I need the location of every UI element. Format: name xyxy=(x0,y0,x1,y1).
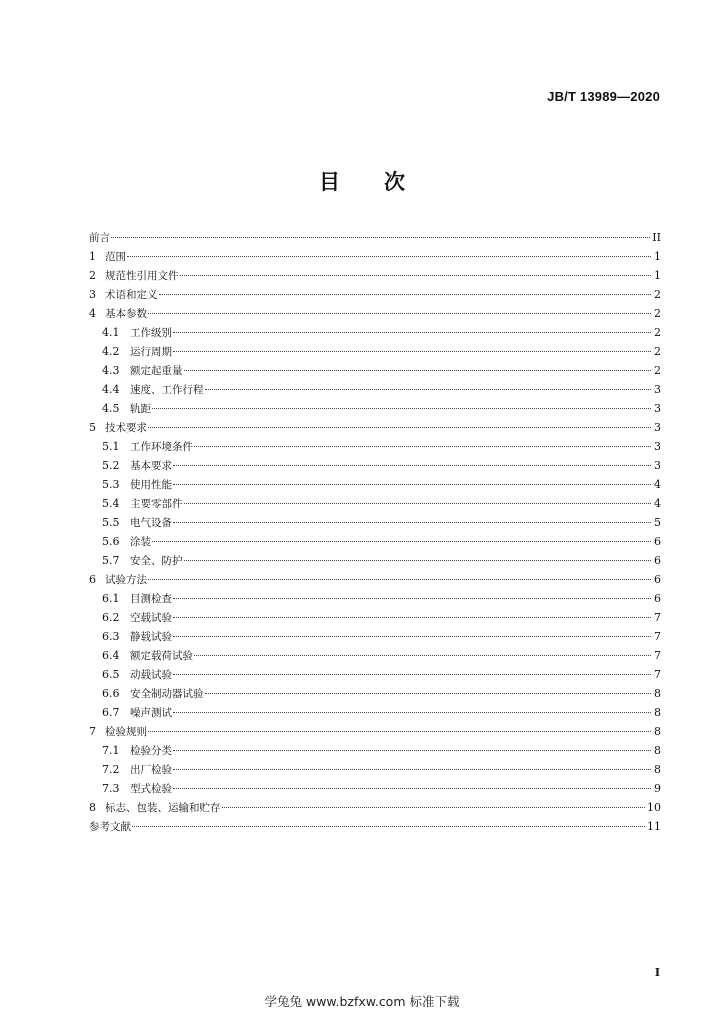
toc-entry-page: 8 xyxy=(654,725,661,738)
toc-entry[interactable] xyxy=(89,247,661,266)
toc-entry-page: II xyxy=(652,231,661,244)
toc-entry[interactable] xyxy=(89,513,661,532)
toc-entry-label: 安全、防护 xyxy=(130,555,183,567)
toc-entry-number: 6.6 xyxy=(102,687,120,700)
dot-leader xyxy=(173,674,651,675)
toc-entry[interactable] xyxy=(89,779,661,798)
toc-entry-number: 6.1 xyxy=(102,592,120,605)
toc-entry[interactable] xyxy=(89,684,661,703)
toc-entry[interactable] xyxy=(89,266,661,285)
toc-entry-label: 工作环境条件 xyxy=(130,441,193,453)
toc-entry-page: 5 xyxy=(654,516,661,529)
toc-entry[interactable] xyxy=(89,741,661,760)
toc-entry-label: 涂装 xyxy=(130,536,151,548)
toc-entry-page: 8 xyxy=(654,687,661,700)
toc-entry-page: 3 xyxy=(654,440,661,453)
dot-leader xyxy=(132,826,645,827)
toc-entry-label: 参考文献 xyxy=(89,821,131,833)
toc-entry[interactable] xyxy=(89,760,661,779)
dot-leader xyxy=(159,294,652,295)
dot-leader xyxy=(205,389,652,390)
toc-entry-label: 速度、工作行程 xyxy=(130,384,204,396)
dot-leader xyxy=(222,807,646,808)
toc-entry-number: 6.7 xyxy=(102,706,120,719)
toc-entry-label: 目测检查 xyxy=(130,593,172,605)
toc-entry[interactable] xyxy=(89,361,661,380)
toc-entry-number: 7.1 xyxy=(102,744,120,757)
toc-entry-page: 3 xyxy=(654,383,661,396)
dot-leader xyxy=(173,351,651,352)
toc-entry[interactable] xyxy=(89,228,661,247)
toc-entry-label: 术语和定义 xyxy=(105,289,158,301)
toc-entry-number: 4.1 xyxy=(102,326,120,339)
toc-entry-label: 型式检验 xyxy=(130,783,172,795)
toc-entry-page: 7 xyxy=(654,611,661,624)
toc-entry-page: 2 xyxy=(654,345,661,358)
toc-entry[interactable] xyxy=(89,399,661,418)
dot-leader xyxy=(148,579,651,580)
toc-entry-label: 使用性能 xyxy=(130,479,172,491)
toc-entry-page: 1 xyxy=(654,269,661,282)
dot-leader xyxy=(127,256,651,257)
toc-entry-label: 基本要求 xyxy=(130,460,172,472)
toc-entry-label: 检验规则 xyxy=(105,726,147,738)
toc-entry[interactable] xyxy=(89,646,661,665)
dot-leader xyxy=(184,560,652,561)
toc-entry-number: 5.4 xyxy=(102,497,120,510)
dot-leader xyxy=(184,503,652,504)
toc-entry-label: 噪声测试 xyxy=(130,707,172,719)
toc-entry-number: 5 xyxy=(89,421,96,434)
toc-entry-number: 6.2 xyxy=(102,611,120,624)
dot-leader xyxy=(111,237,650,238)
toc-entry-number: 4.2 xyxy=(102,345,120,358)
toc-entry-label: 标志、包装、运输和贮存 xyxy=(105,802,221,814)
toc-entry-number: 6.3 xyxy=(102,630,120,643)
dot-leader xyxy=(173,636,651,637)
toc-entry-label: 前言 xyxy=(89,232,110,244)
toc-entry-page: 8 xyxy=(654,744,661,757)
dot-leader xyxy=(148,427,651,428)
toc-entry[interactable] xyxy=(89,532,661,551)
toc-entry-page: 2 xyxy=(654,288,661,301)
toc-entry-number: 6.4 xyxy=(102,649,120,662)
toc-entry[interactable] xyxy=(89,665,661,684)
toc-entry-number: 7.3 xyxy=(102,782,120,795)
toc-entry-label: 工作级别 xyxy=(130,327,172,339)
dot-leader xyxy=(173,465,651,466)
title-part-1: 目 xyxy=(319,170,340,194)
toc-entry-page: 4 xyxy=(654,497,661,510)
toc-entry[interactable] xyxy=(89,722,661,741)
toc-entry-label: 规范性引用文件 xyxy=(105,270,179,282)
toc-entry-label: 静载试验 xyxy=(130,631,172,643)
toc-entry[interactable] xyxy=(89,285,661,304)
toc-entry[interactable] xyxy=(89,437,661,456)
toc-entry-label: 轨距 xyxy=(130,403,151,415)
toc-entry-page: 6 xyxy=(654,535,661,548)
dot-leader xyxy=(152,408,651,409)
toc-entry[interactable] xyxy=(89,323,661,342)
toc-entry[interactable] xyxy=(89,817,661,836)
toc-entry-number: 3 xyxy=(89,288,96,301)
dot-leader xyxy=(184,370,652,371)
toc-entry-number: 4.4 xyxy=(102,383,120,396)
toc-entry-page: 3 xyxy=(654,402,661,415)
toc-entry[interactable] xyxy=(89,627,661,646)
toc-entry-number: 1 xyxy=(89,250,96,263)
toc-entry-page: 6 xyxy=(654,592,661,605)
toc-entry-page: 9 xyxy=(654,782,661,795)
toc-entry-label: 出厂检验 xyxy=(130,764,172,776)
toc-entry-page: 11 xyxy=(647,820,661,833)
toc-entry-number: 5.5 xyxy=(102,516,120,529)
toc-entry[interactable] xyxy=(89,475,661,494)
dot-leader xyxy=(148,731,651,732)
toc-entry-page: 3 xyxy=(654,459,661,472)
toc-entry[interactable] xyxy=(89,456,661,475)
toc-entry[interactable] xyxy=(89,608,661,627)
toc-entry-number: 4.5 xyxy=(102,402,120,415)
toc-entry-page: 1 xyxy=(654,250,661,263)
dot-leader xyxy=(152,541,651,542)
toc-entry[interactable] xyxy=(89,418,661,437)
table-of-contents xyxy=(89,228,661,836)
toc-entry-number: 5.6 xyxy=(102,535,120,548)
toc-entry-label: 空载试验 xyxy=(130,612,172,624)
toc-entry-page: 10 xyxy=(647,801,661,814)
toc-entry-page: 8 xyxy=(654,706,661,719)
toc-entry-page: 6 xyxy=(654,573,661,586)
toc-entry-page: 4 xyxy=(654,478,661,491)
toc-entry-label: 试验方法 xyxy=(105,574,147,586)
toc-entry[interactable] xyxy=(89,342,661,361)
standard-code: JB/T 13989—2020 xyxy=(547,89,660,104)
toc-entry[interactable] xyxy=(89,304,661,323)
toc-entry[interactable] xyxy=(89,494,661,513)
toc-entry[interactable] xyxy=(89,551,661,570)
toc-entry-page: 7 xyxy=(654,668,661,681)
toc-entry-label: 安全制动器试验 xyxy=(130,688,204,700)
page-title xyxy=(0,166,724,196)
dot-leader xyxy=(173,750,651,751)
toc-entry-label: 额定起重量 xyxy=(130,365,183,377)
toc-entry-number: 6.5 xyxy=(102,668,120,681)
watermark-footer: 学兔兔 www.bzfxw.com 标准下载 xyxy=(264,994,460,1009)
toc-entry-label: 范围 xyxy=(105,251,126,263)
toc-entry-label: 运行周期 xyxy=(130,346,172,358)
toc-entry-page: 7 xyxy=(654,630,661,643)
toc-entry[interactable] xyxy=(89,589,661,608)
toc-entry-label: 动载试验 xyxy=(130,669,172,681)
toc-entry-number: 7.2 xyxy=(102,763,120,776)
dot-leader xyxy=(180,275,652,276)
toc-entry-number: 5.3 xyxy=(102,478,120,491)
dot-leader xyxy=(173,788,651,789)
toc-entry[interactable] xyxy=(89,703,661,722)
page-number: I xyxy=(654,966,660,979)
toc-entry-label: 主要零部件 xyxy=(130,498,183,510)
dot-leader xyxy=(173,617,651,618)
toc-entry-page: 8 xyxy=(654,763,661,776)
toc-entry-number: 2 xyxy=(89,269,96,282)
toc-entry-number: 4.3 xyxy=(102,364,120,377)
toc-entry-number: 6 xyxy=(89,573,96,586)
toc-entry-number: 5.2 xyxy=(102,459,120,472)
toc-entry[interactable] xyxy=(89,380,661,399)
title-part-2: 次 xyxy=(384,170,405,194)
dot-leader xyxy=(173,598,651,599)
dot-leader xyxy=(173,484,651,485)
dot-leader xyxy=(173,769,651,770)
toc-entry-label: 检验分类 xyxy=(130,745,172,757)
toc-entry-number: 7 xyxy=(89,725,96,738)
toc-entry-page: 2 xyxy=(654,307,661,320)
dot-leader xyxy=(148,313,651,314)
toc-entry-number: 8 xyxy=(89,801,96,814)
toc-entry-page: 3 xyxy=(654,421,661,434)
toc-entry-page: 7 xyxy=(654,649,661,662)
toc-entry-number: 5.1 xyxy=(102,440,120,453)
dot-leader xyxy=(173,332,651,333)
dot-leader xyxy=(205,693,652,694)
toc-entry-label: 电气设备 xyxy=(130,517,172,529)
toc-entry[interactable] xyxy=(89,798,661,817)
toc-entry-page: 2 xyxy=(654,364,661,377)
toc-entry-page: 2 xyxy=(654,326,661,339)
toc-entry-number: 5.7 xyxy=(102,554,120,567)
toc-entry-page: 6 xyxy=(654,554,661,567)
toc-entry-label: 基本参数 xyxy=(105,308,147,320)
dot-leader xyxy=(194,446,651,447)
toc-entry-number: 4 xyxy=(89,307,96,320)
dot-leader xyxy=(173,712,651,713)
dot-leader xyxy=(194,655,651,656)
dot-leader xyxy=(173,522,651,523)
toc-entry-label: 额定载荷试验 xyxy=(130,650,193,662)
toc-entry-label: 技术要求 xyxy=(105,422,147,434)
toc-entry[interactable] xyxy=(89,570,661,589)
